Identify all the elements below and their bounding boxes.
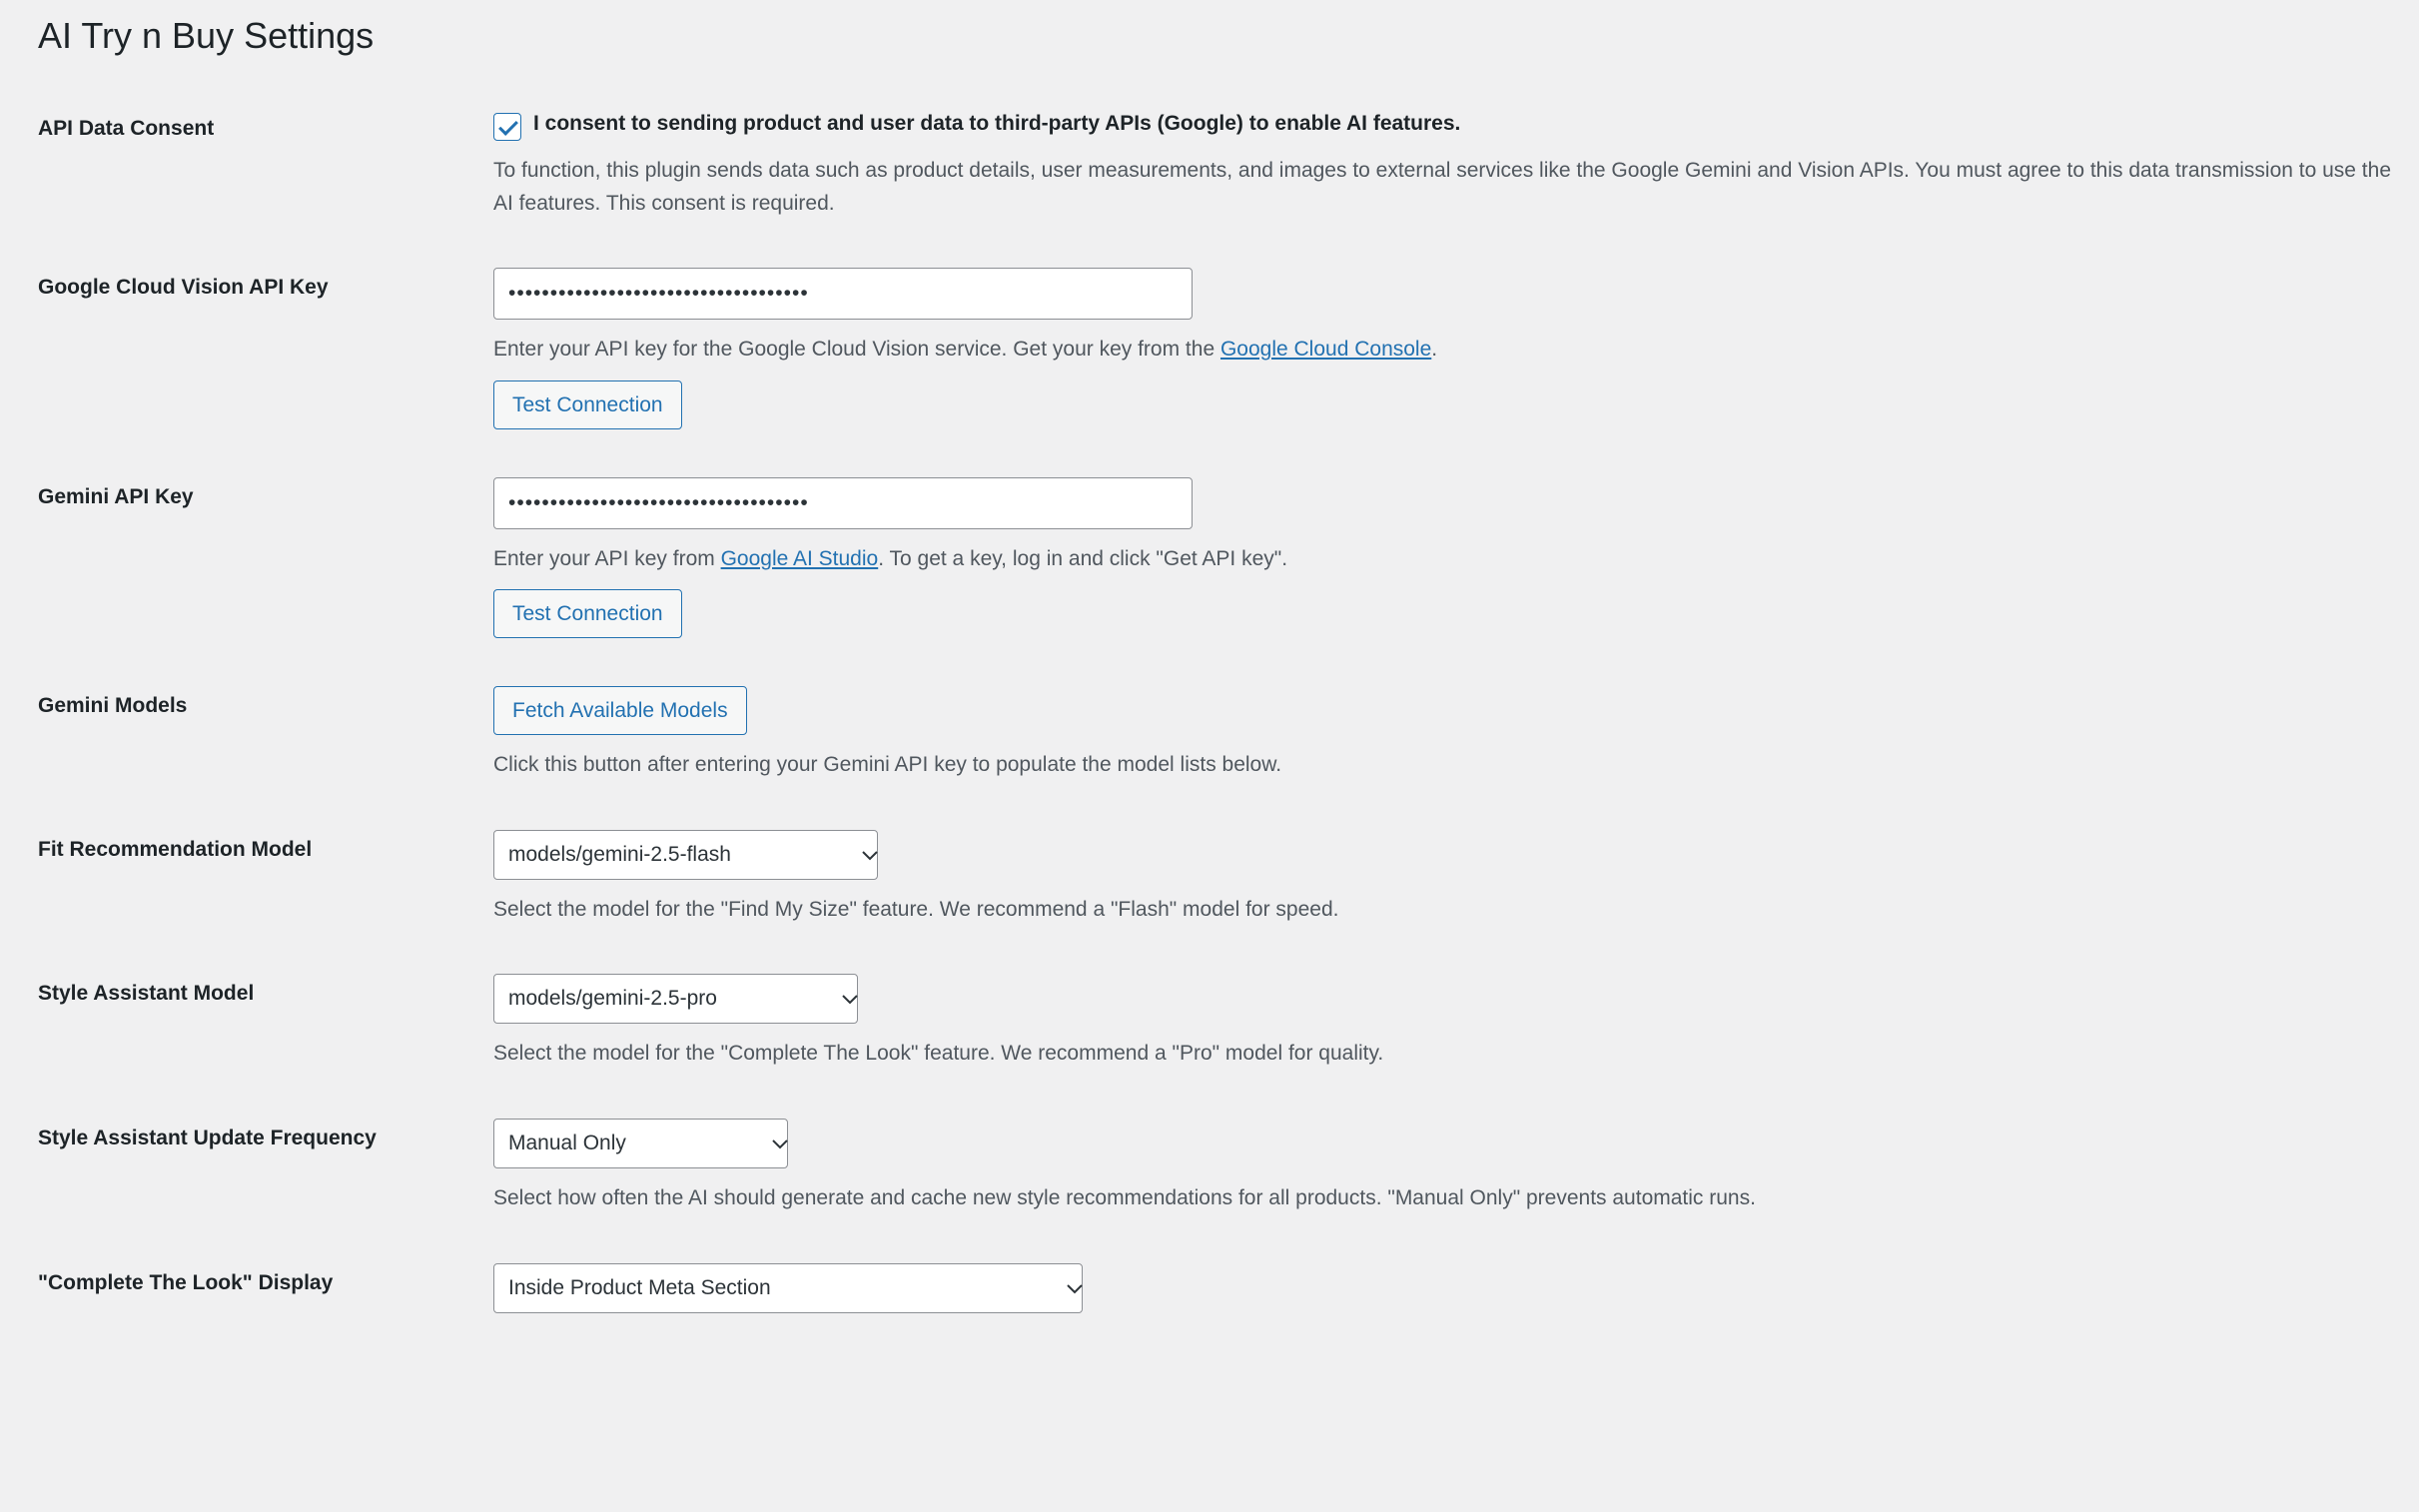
label-fit-recommendation-model: Fit Recommendation Model	[38, 837, 313, 861]
vision-desc-before: Enter your API key for the Google Cloud Vision service. Get your key from the	[493, 338, 1220, 362]
api-consent-checkbox-label: I consent to sending product and user data to third-party APIs (Google) to enable AI features.	[533, 112, 1461, 136]
ctl-display-select-wrap	[493, 1263, 1083, 1313]
consent-checkbox-line	[493, 109, 2399, 141]
row-gemini-models	[38, 662, 2415, 806]
vision-api-key-input[interactable]	[493, 268, 1193, 320]
row-complete-the-look-display	[38, 1239, 2415, 1337]
gemini-desc-after: . To get a key, log in and click "Get API key".	[878, 546, 1288, 570]
gemini-desc-before: Enter your API key from	[493, 546, 721, 570]
settings-form-table	[38, 85, 2415, 1336]
label-gemini-models: Gemini Models	[38, 694, 188, 718]
style-assistant-model-select[interactable]	[493, 974, 858, 1024]
vision-test-connection-button[interactable]: Test Connection	[493, 380, 682, 429]
gemini-api-key-input[interactable]	[493, 477, 1193, 529]
label-vision-api-key: Google Cloud Vision API Key	[38, 276, 329, 300]
fit-model-description: Select the model for the "Find My Size" feature. We recommend a "Flash" model for speed.	[493, 897, 1339, 921]
style-model-select-wrap	[493, 974, 858, 1024]
row-gemini-api-key	[38, 453, 2415, 663]
vision-api-key-description	[493, 334, 2271, 367]
row-fit-recommendation-model	[38, 806, 2415, 951]
google-cloud-console-link[interactable]: Google Cloud Console	[1219, 338, 1432, 362]
api-consent-description: To function, this plugin sends data such as product details, user measurements, and images to external services like the Google Gemini and Vision APIs. You must agree to this data transmission to use the AI features. This consent is required.	[493, 159, 2391, 215]
label-complete-the-look-display: "Complete The Look" Display	[38, 1270, 334, 1294]
vision-desc-after: .	[1431, 338, 1438, 362]
gemini-models-description: Click this button after entering your Gemini API key to populate the model lists below.	[493, 753, 1282, 777]
fetch-available-models-button[interactable]: Fetch Available Models	[493, 686, 747, 735]
row-vision-api-key	[38, 244, 2415, 453]
complete-the-look-display-select[interactable]	[493, 1263, 1083, 1313]
label-style-assistant-model: Style Assistant Model	[38, 982, 255, 1006]
label-style-update-frequency: Style Assistant Update Frequency	[38, 1127, 377, 1150]
fit-model-select-wrap	[493, 830, 878, 880]
row-style-assistant-model	[38, 950, 2415, 1095]
label-api-data-consent: API Data Consent	[38, 117, 215, 141]
google-ai-studio-link[interactable]: Google AI Studio	[720, 546, 879, 570]
gemini-api-key-description	[493, 543, 2271, 576]
row-api-data-consent	[38, 85, 2415, 244]
api-consent-checkbox[interactable]	[493, 113, 521, 141]
fit-recommendation-model-select[interactable]	[493, 830, 878, 880]
update-frequency-select-wrap	[493, 1119, 788, 1168]
style-model-description: Select the model for the "Complete The Look" feature. We recommend a "Pro" model for quality.	[493, 1042, 1384, 1066]
style-update-frequency-select[interactable]	[493, 1119, 788, 1168]
page-title: AI Try n Buy Settings	[38, 15, 375, 56]
label-gemini-api-key: Gemini API Key	[38, 484, 194, 508]
gemini-test-connection-button[interactable]: Test Connection	[493, 589, 682, 638]
row-style-update-frequency	[38, 1095, 2415, 1239]
update-frequency-description: Select how often the AI should generate and cache new style recommendations for all products. "Manual Only" prevents automatic runs.	[493, 1186, 1756, 1210]
